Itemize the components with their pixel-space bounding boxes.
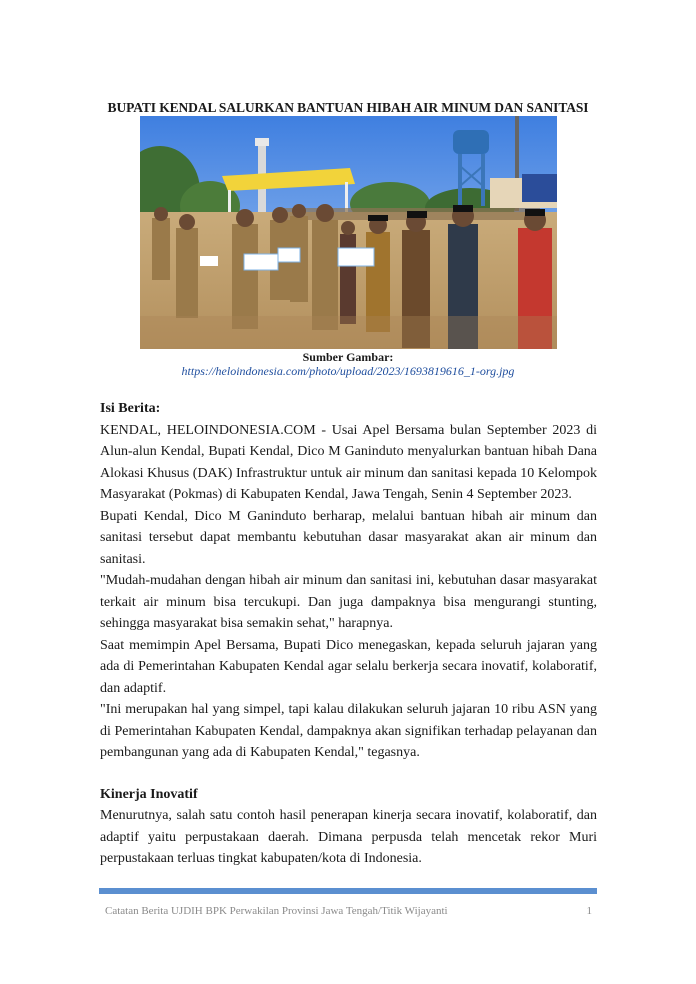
document-title: BUPATI KENDAL SALURKAN BANTUAN HIBAH AIR MINUM DAN SANITASI: [107, 100, 589, 115]
section-spacer: [100, 764, 597, 784]
footer-text: Catatan Berita UJDIH BPK Perwakilan Provinsi Jawa Tengah/Titik Wijayanti: [105, 905, 448, 917]
section-heading-kinerja-inovatif: Kinerja Inovatif: [100, 786, 198, 802]
paragraph: "Mudah-mudahan dengan hibah air minum dan sanitasi ini, kebutuhan dasar masyarakat terkait air minum bisa tercukupi. Dan juga dampaknya bisa mengurangi stunting, sehingga masyarakat bisa semakin sehat," harapnya.: [100, 573, 597, 631]
image-caption: [0, 350, 696, 378]
paragraph: KENDAL, HELOINDONESIA.COM - Usai Apel Bersama bulan September 2023 di Alun-alun Kendal, Bupati Kendal, Dico M Ganinduto menyalurkan bantuan hibah Dana Alokasi Khusus (DAK) Infrastruktur untuk air minum dan sanitasi kepada 10 Kelompok Masyarakat (Pokmas) di Kabupaten Kendal, Jawa Tengah, Senin 4 September 2023.: [100, 422, 597, 502]
page-footer: [105, 905, 592, 917]
paragraph: Saat memimpin Apel Bersama, Bupati Dico menegaskan, kepada seluruh jajaran yang ada di Pemerintahan Kabupaten Kendal agar selalu berkerja secara inovatif, kolaboratif, dan adaptif.: [100, 637, 597, 696]
paragraph: Bupati Kendal, Dico M Ganinduto berharap, melalui bantuan hibah air minum dan sanitasi tersebut dapat membantu kebutuhan dasar masyarakat akan air minum dan sanitasi.: [100, 508, 597, 567]
article-body: [100, 398, 597, 870]
paragraph: "Ini merupakan hal yang simpel, tapi kalau dilakukan seluruh jajaran 10 ribu ASN yang di Pemerintahan Kabupaten Kendal, dampaknya akan signifikan terhadap pelayanan dan pembangunan yang ada di Kabupaten Kendal," tegasnya.: [100, 702, 597, 760]
page-number: 1: [586, 905, 592, 917]
image-source-label: Sumber Gambar:: [302, 350, 394, 364]
news-photo: [140, 116, 557, 349]
footer-divider: [99, 888, 597, 894]
paragraph: Menurutnya, salah satu contoh hasil penerapan kinerja secara inovatif, kolaboratif, dan adaptif yaitu perpustakaan daerah. Dimana perpusda telah mencetak rekor Muri perpustakaan terluas tingkat kabupaten/kota di Indonesia.: [100, 808, 597, 866]
section-heading-isi-berita: Isi Berita:: [100, 401, 161, 416]
image-source-link[interactable]: https://heloindonesia.com/photo/upload/2023/1693819616_1-org.jpg: [181, 364, 515, 378]
